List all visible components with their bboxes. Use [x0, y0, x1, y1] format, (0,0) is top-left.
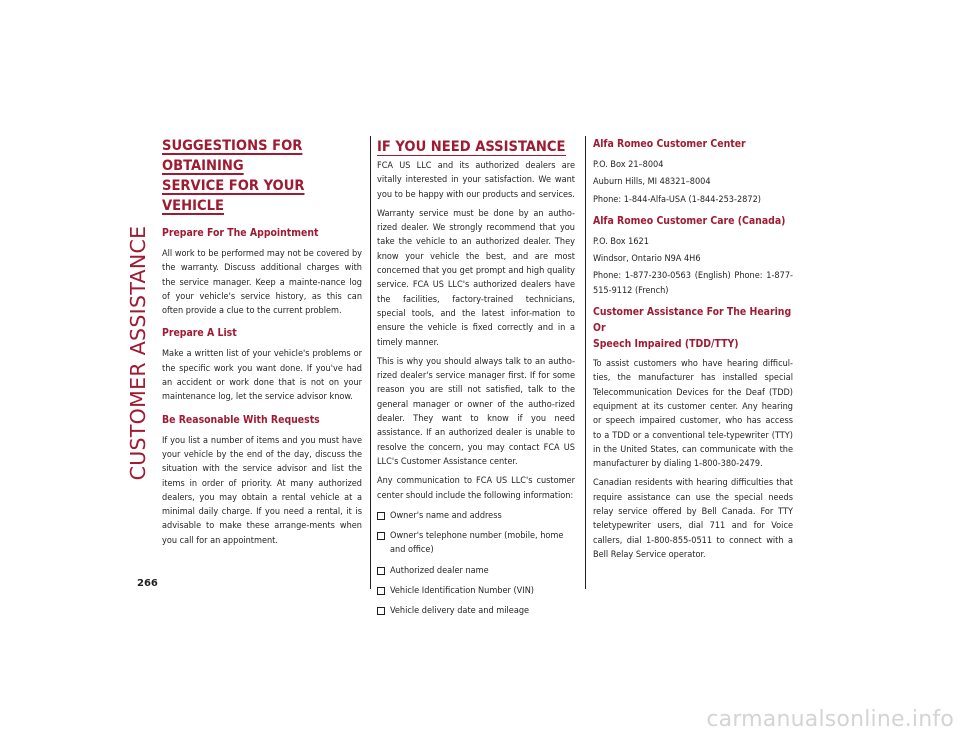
section-heading-service-line2: SERVICE FOR YOUR VEHICLE [162, 177, 305, 214]
paragraph-canada-relay: Canadian residents with hearing difficulties that require assistance can use the special needs relay service offered by Bell Canada. For TTY teletypewriter users, dial 711 and for Voice callers, dial 1-800-855-0511 to connect with a Bell Relay Service operator. [593, 478, 793, 560]
list-item: Authorized dealer name [377, 564, 575, 578]
subheading-customer-care-canada: Alfa Romeo Customer Care (Canada) [593, 214, 786, 227]
section-side-tab-label: CUSTOMER ASSISTANCE [126, 225, 150, 481]
paragraph-prepare-appointment: All work to be performed may not be covered by the warranty. Discuss additional charges with the service manager. Keep a mainte-nance log of your vehicle's service history, as this can often provide a clue to the current problem. [162, 249, 362, 317]
column-middle [377, 136, 575, 619]
list-item: Owner's telephone number (mobile, home and office) [377, 529, 575, 558]
watermark: carmanualsonline.info [706, 707, 954, 732]
column-divider-1 [370, 136, 371, 589]
section-side-tab [118, 128, 158, 578]
subheading-prepare-list: Prepare A List [162, 327, 237, 340]
checkbox-icon [377, 567, 385, 575]
section-heading-service [162, 136, 362, 216]
paragraph-be-reasonable: If you list a number of items and you must have your vehicle by the end of the day, discuss the situation with the service advisor and list the items in order of priority. At many authorized dealers, you may obtain a rental vehicle at a minimal daily charge. If you need a rental, it is advisable to make these arrange-ments when you call for an appointment. [162, 435, 362, 546]
checkbox-icon [377, 512, 385, 520]
column-divider-2 [585, 136, 586, 589]
paragraph-talk-to-dealer: This is why you should always talk to an autho-rized dealer's service manager first. If for some reason you are still not satisfied, talk to the general manager or owner of the autho-rized dealer. They want to know if you need assistance. If an authorized dealer is unable to resolve the concern, you may contact FCA US LLC's Customer Assistance center. [377, 356, 575, 467]
paragraph-satisfaction: FCA US LLC and its authorized dealers are vitally interested in your satisfaction. We want you to be happy with our products and services. [377, 161, 575, 200]
column-right [593, 136, 793, 562]
paragraph-prepare-list: Make a written list of your vehicle's problems or the specific work you want done. If you've had an accident or work done that is not on your maintenance log, let the service advisor know. [162, 349, 362, 403]
canada-city: Windsor, Ontario N9A 4H6 [593, 254, 701, 265]
section-heading-service-line1: SUGGESTIONS FOR OBTAINING [162, 137, 303, 174]
subheading-hearing-impaired-line1: Customer Assistance For The Hearing Or [593, 306, 792, 335]
list-item: Owner's name and address [377, 509, 575, 523]
column-left [162, 136, 362, 548]
subheading-hearing-impaired [593, 304, 793, 352]
subheading-customer-center: Alfa Romeo Customer Center [593, 138, 746, 150]
canada-po-box: P.O. Box 1621 [593, 236, 649, 247]
list-item: Vehicle delivery date and mileage [377, 604, 575, 618]
page-number: 266 [137, 578, 158, 589]
paragraph-tdd-tty: To assist customers who have hearing difficul-ties, the manufacturer has installed special Telecommunication Devices for the Deaf (TDD) equipment at its customer center. Any hearing or speech impaired customer, who has access to a TDD or a conventional tele-typewriter (TTY) in the United States, can communicate with the manufacturer by dialing 1-800-380-2479. [593, 359, 793, 470]
list-item: Vehicle Identification Number (VIN) [377, 584, 575, 598]
subheading-hearing-impaired-line2: Speech Impaired (TDD/TTY) [593, 338, 739, 351]
checkbox-icon [377, 587, 385, 595]
paragraph-warranty-service: Warranty service must be done by an autho-rized dealer. We strongly recommend that you take the vehicle to an authorized dealer. They know your vehicle the best, and are most concerned that you get prompt and high quality service. FCA US LLC's authorized dealers have the facilities, factory-trained technicians, special tools, and the latest infor-mation to ensure the vehicle is fixed correctly and in a timely manner. [377, 208, 575, 348]
canada-phone: Phone: 1-877-230-0563 (English) Phone: 1-877-515-9112 (French) [593, 271, 793, 296]
checkbox-icon [377, 607, 385, 615]
subheading-prepare-appointment: Prepare For The Appointment [162, 227, 319, 239]
subheading-be-reasonable: Be Reasonable With Requests [162, 413, 320, 426]
required-info-list [377, 509, 575, 619]
section-heading-assistance: IF YOU NEED ASSISTANCE [377, 138, 566, 155]
customer-center-po-box: P.O. Box 21–8004 [593, 160, 664, 170]
paragraph-communication-info: Any communication to FCA US LLC's customer center should include the following information: [377, 476, 575, 501]
checkbox-icon [377, 532, 385, 540]
customer-center-city: Auburn Hills, MI 48321–8004 [593, 177, 711, 188]
customer-center-phone: Phone: 1-844-Alfa-USA (1-844-253-2872) [593, 194, 761, 205]
